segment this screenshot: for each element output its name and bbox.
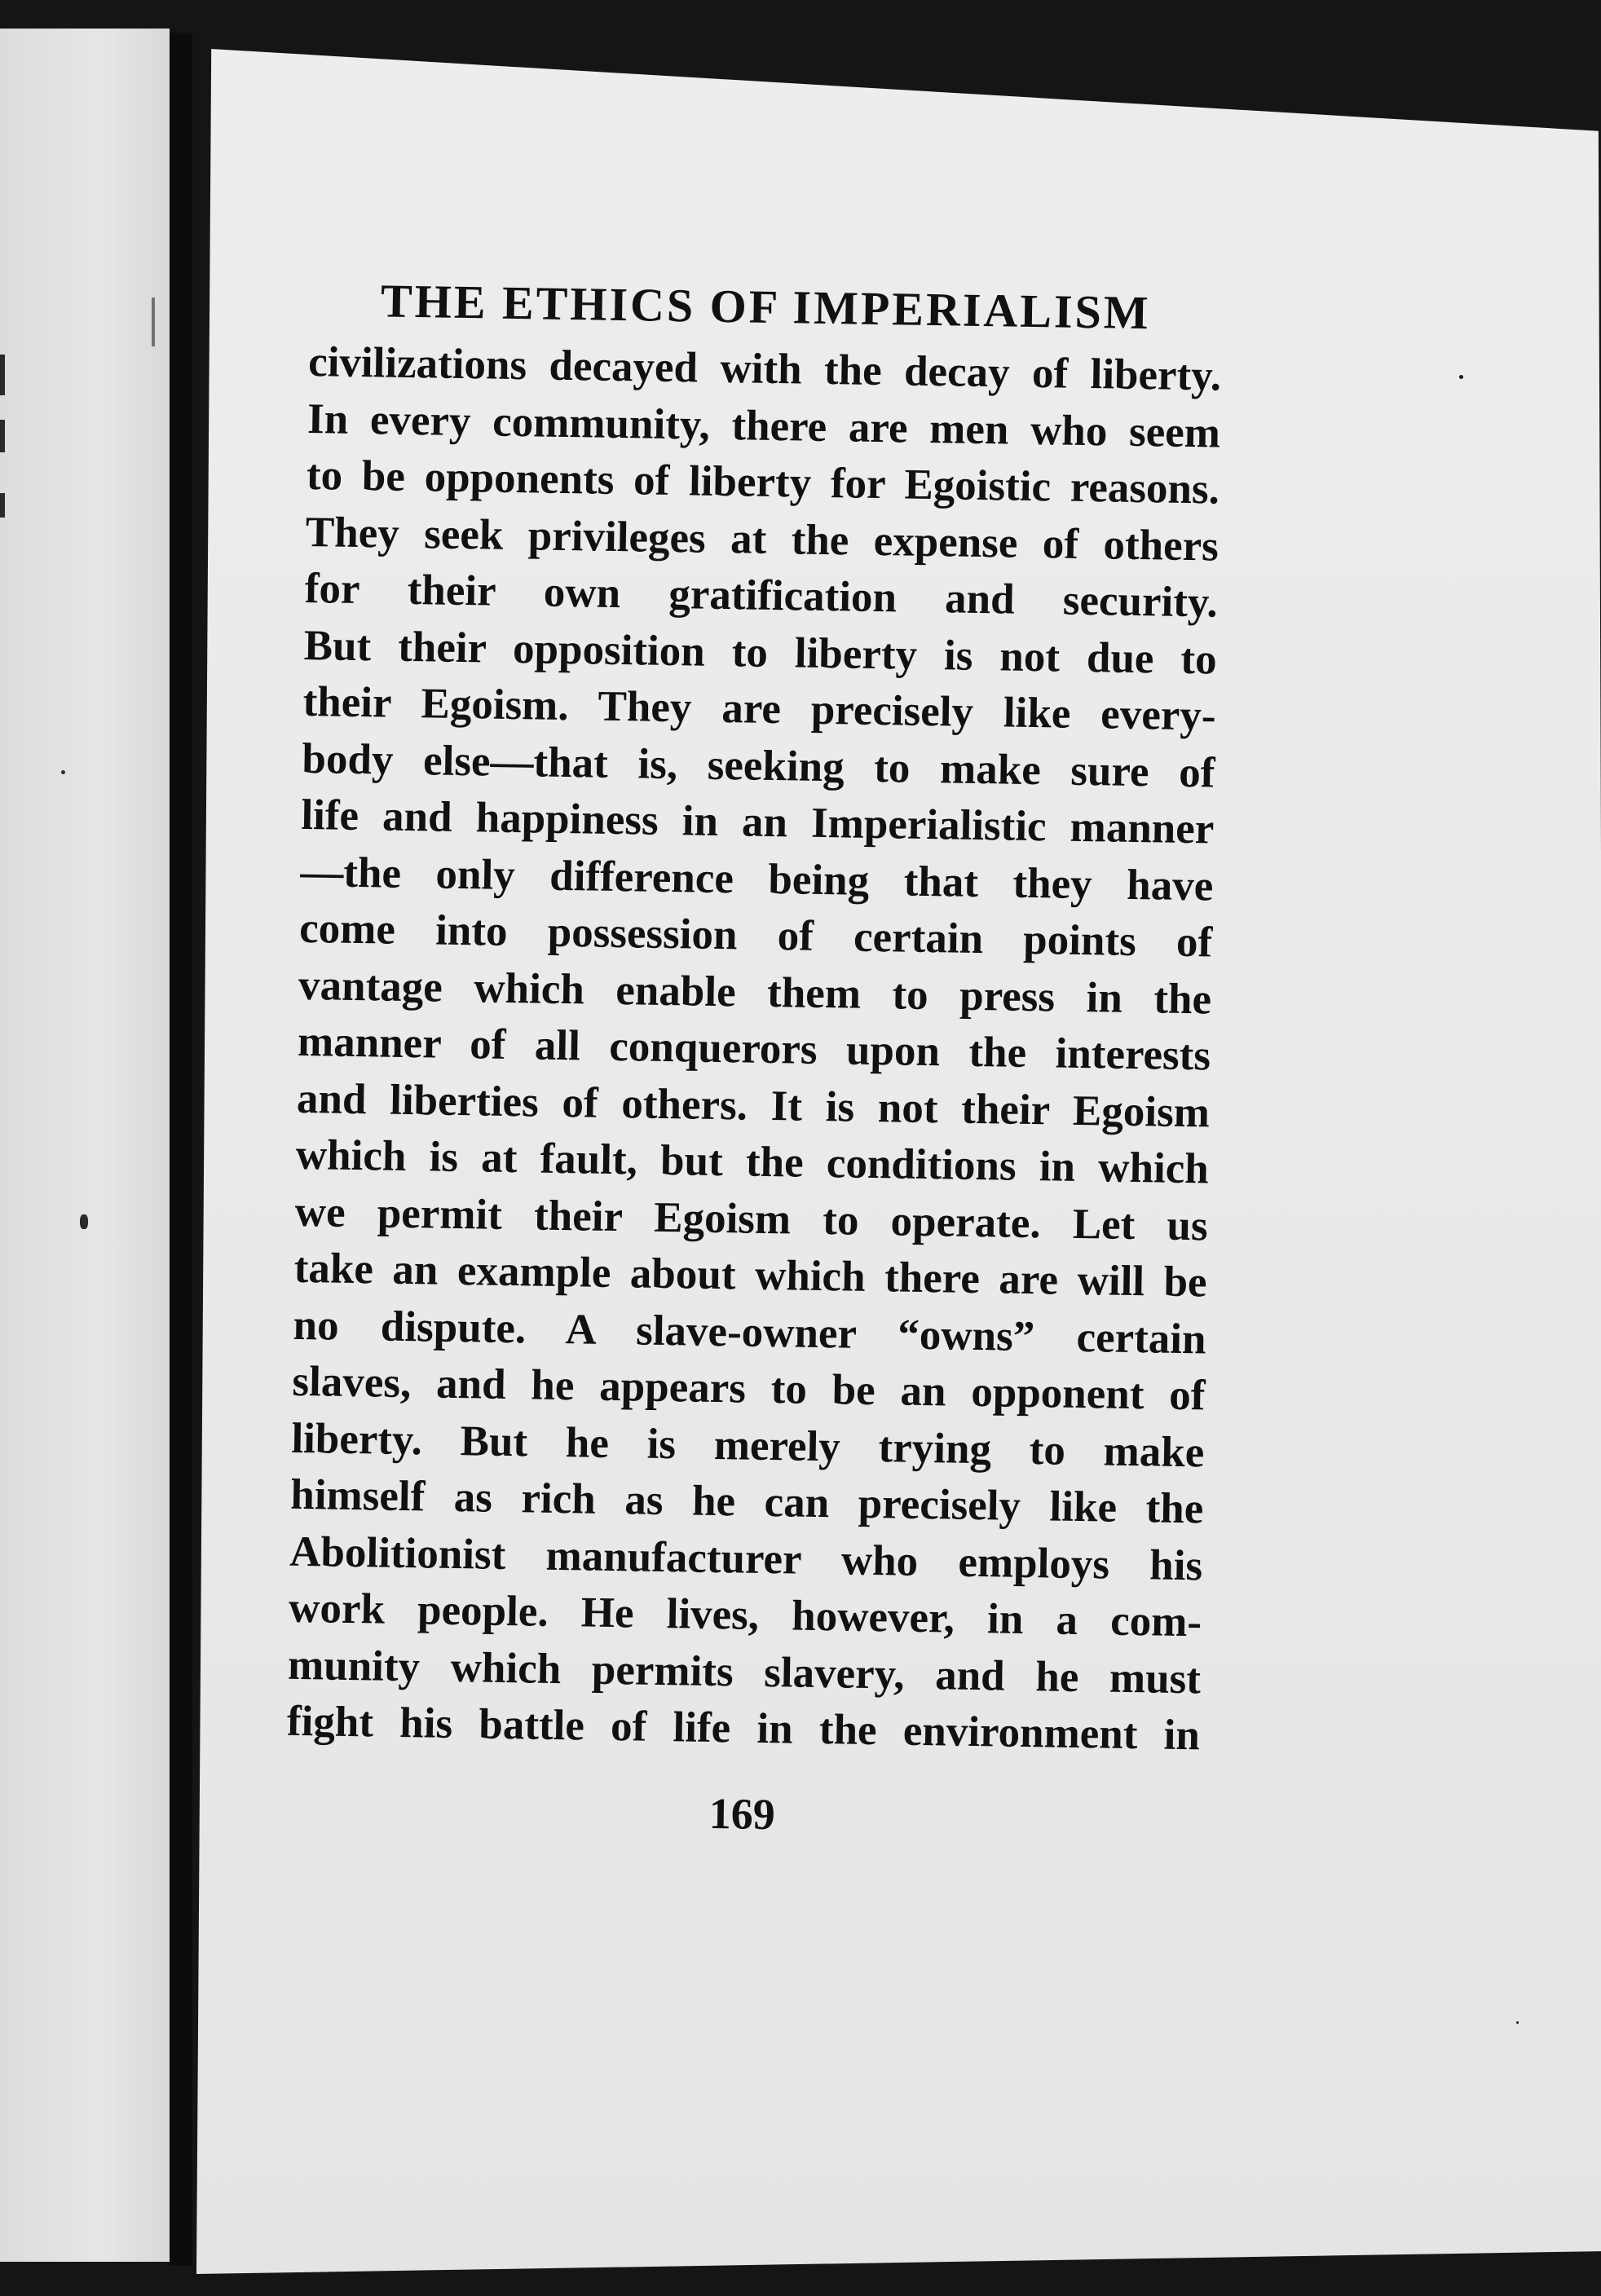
page-edge-mark [0,493,5,518]
text-line: munity which permits slavery, and he must [287,1641,1202,1703]
page-edge-mark [0,420,5,452]
book-gutter [170,33,192,2266]
text-line: life and happiness in an Imperialistic manner [301,791,1215,853]
page-text [285,269,1223,1849]
text-line: we permit their Egoism to operate. Let us [294,1188,1209,1249]
text-line: no dispute. A slave-owner “owns” certain [293,1301,1206,1363]
text-line: and liberties of others. It is not their Egoism [296,1074,1211,1136]
text-line: liberty. But he is merely trying to make [291,1414,1205,1476]
page-edge-mark [152,297,155,346]
page-speck [1459,375,1463,379]
page-number: 169 [708,1788,776,1839]
text-line: which is at fault, but the conditions in which [295,1130,1210,1193]
text-line: manner of all conquerors upon the interests [297,1017,1211,1080]
text-line: slaves, and he appears to be an opponent of [292,1357,1206,1420]
page-edge-mark [80,1214,88,1229]
text-line: —the only difference being that they have [299,848,1214,910]
text-line: himself as rich as he can precisely like the [289,1470,1204,1533]
page-edge-mark [0,355,5,395]
text-line: body else—that is, seeking to make sure of [302,734,1215,797]
text-line: take an example about which there are will be [293,1244,1208,1307]
text-line: for their own gratification and security. [304,564,1219,627]
text-line: come into possession of certain points of [298,904,1213,967]
text-line: Abolitionist manufacturer who employs his [289,1527,1203,1589]
previous-page-edge [0,29,170,2262]
text-line: to be opponents of liberty for Egoistic reasons. [306,451,1220,513]
page-edge-mark [61,770,65,774]
text-line: But their opposition to liberty is not due to [303,621,1218,684]
text-line: civilizations decayed with the decay of liberty. [307,337,1222,400]
text-line: work people. He lives, however, in a com- [288,1584,1202,1646]
text-line: They seek privileges at the expense of others [305,508,1219,571]
text-line: their Egoism. They are precisely like every- [302,677,1216,740]
text-line: In every community, there are men who seem [307,394,1221,457]
running-head: THE ETHICS OF IMPERIALISM [380,274,1152,340]
text-line: fight his battle of life in the environment in [286,1697,1201,1760]
text-line: vantage which enable them to press in the [298,961,1212,1023]
page-speck [1516,2021,1519,2024]
